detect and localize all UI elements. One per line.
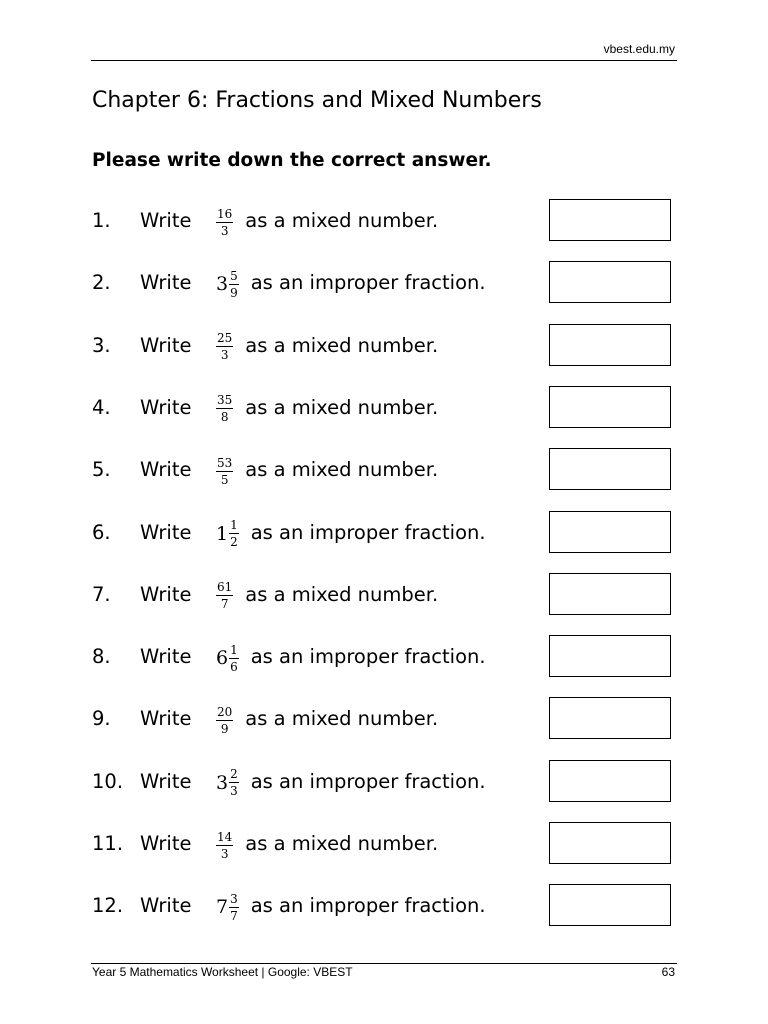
answer-box[interactable]	[549, 448, 671, 490]
fraction-numerator: 20	[217, 704, 233, 719]
fraction-numerator: 1	[230, 642, 238, 657]
fraction-numerator: 35	[217, 393, 233, 408]
question-verb: Write	[140, 894, 192, 918]
question-fraction	[216, 513, 239, 555]
fraction-whole: 1	[216, 522, 229, 545]
question-number: 2.	[92, 271, 111, 295]
question-number: 7.	[92, 582, 111, 606]
page-title: Chapter 6: Fractions and Mixed Numbers	[92, 88, 542, 113]
question-verb: Write	[140, 769, 192, 793]
fraction-denominator: 3	[230, 784, 238, 799]
question-number: 12.	[92, 894, 124, 918]
question-row	[0, 573, 768, 619]
fraction-denominator: 3	[220, 348, 229, 363]
fraction-numerator: 3	[230, 891, 238, 906]
answer-box[interactable]	[549, 760, 671, 802]
question-number: 5.	[92, 458, 111, 482]
question-verb: Write	[140, 271, 192, 295]
question-number: 4.	[92, 395, 111, 419]
fraction-denominator: 7	[220, 597, 229, 612]
question-fraction	[216, 326, 233, 368]
question-text: as an improper fraction.	[250, 894, 486, 918]
fraction-denominator: 2	[230, 535, 238, 549]
fraction-denominator: 6	[230, 659, 238, 674]
question-row	[0, 822, 768, 868]
fraction-denominator: 3	[220, 223, 229, 238]
fraction-numerator: 2	[230, 767, 238, 782]
question-fraction	[216, 637, 239, 679]
answer-box[interactable]	[549, 511, 671, 553]
question-fraction	[216, 450, 233, 492]
fraction-numerator: 25	[217, 331, 233, 346]
question-verb: Write	[140, 645, 192, 669]
question-text: as a mixed number.	[245, 333, 439, 357]
question-row	[0, 448, 768, 494]
fraction-whole: 6	[216, 647, 229, 670]
question-row	[0, 324, 768, 370]
fraction-denominator: 9	[220, 721, 229, 736]
question-verb: Write	[140, 582, 192, 606]
question-row	[0, 199, 768, 245]
question-number: 11.	[92, 832, 124, 855]
question-number: 1.	[92, 209, 111, 232]
question-text: as a mixed number.	[245, 707, 439, 731]
question-number: 8.	[92, 645, 111, 669]
question-text: as a mixed number.	[245, 832, 439, 855]
fraction-numerator: 61	[217, 580, 233, 595]
question-row	[0, 386, 768, 432]
question-fraction	[216, 762, 239, 804]
answer-box[interactable]	[549, 884, 671, 926]
question-fraction	[216, 263, 239, 305]
question-row	[0, 884, 768, 930]
question-verb: Write	[140, 395, 192, 419]
question-fraction	[216, 575, 233, 617]
fraction-numerator: 53	[217, 455, 233, 470]
question-text: as an improper fraction.	[250, 520, 486, 544]
fraction-numerator: 5	[230, 268, 238, 283]
question-verb: Write	[140, 458, 192, 482]
question-row	[0, 697, 768, 743]
question-fraction	[216, 699, 233, 741]
instruction-text: Please write down the correct answer.	[92, 150, 492, 171]
question-number: 9.	[92, 707, 111, 731]
question-row	[0, 760, 768, 806]
fraction-numerator: 14	[217, 829, 233, 844]
fraction-denominator: 3	[220, 846, 229, 861]
fraction-whole: 3	[216, 273, 229, 296]
question-text: as a mixed number.	[245, 209, 439, 232]
question-row	[0, 261, 768, 307]
answer-box[interactable]	[549, 386, 671, 428]
question-fraction	[216, 886, 239, 928]
question-text: as an improper fraction.	[250, 271, 486, 295]
fraction-denominator: 5	[220, 472, 229, 487]
fraction-numerator: 16	[217, 206, 233, 221]
question-text: as a mixed number.	[245, 582, 439, 606]
question-text: as an improper fraction.	[250, 645, 486, 669]
answer-box[interactable]	[549, 324, 671, 366]
fraction-whole: 7	[216, 896, 229, 919]
question-number: 10.	[92, 769, 124, 793]
fraction-whole: 3	[216, 771, 229, 794]
answer-box[interactable]	[549, 261, 671, 303]
question-verb: Write	[140, 520, 192, 544]
site-url: vbest.edu.my	[603, 42, 675, 56]
question-fraction	[216, 201, 233, 243]
answer-box[interactable]	[549, 697, 671, 739]
fraction-denominator: 7	[230, 908, 238, 923]
fraction-denominator: 8	[220, 410, 229, 425]
fraction-denominator: 9	[230, 285, 238, 300]
question-verb: Write	[140, 832, 192, 855]
answer-box[interactable]	[549, 199, 671, 241]
question-number: 3.	[92, 333, 111, 357]
footer-rule	[91, 963, 677, 964]
footer-text: Year 5 Mathematics Worksheet | Google: VBEST	[92, 965, 353, 979]
question-number: 6.	[92, 520, 111, 544]
question-verb: Write	[140, 333, 192, 357]
question-verb: Write	[140, 209, 192, 232]
answer-box[interactable]	[549, 635, 671, 677]
question-fraction	[216, 824, 233, 866]
question-row	[0, 635, 768, 681]
answer-box[interactable]	[549, 573, 671, 615]
question-row	[0, 511, 768, 557]
question-verb: Write	[140, 707, 192, 731]
question-text: as an improper fraction.	[250, 769, 486, 793]
question-text: as a mixed number.	[245, 458, 439, 482]
fraction-numerator: 1	[230, 518, 238, 532]
question-fraction	[216, 388, 233, 430]
answer-box[interactable]	[549, 822, 671, 864]
page-number: 63	[661, 965, 675, 979]
question-text: as a mixed number.	[245, 395, 439, 419]
